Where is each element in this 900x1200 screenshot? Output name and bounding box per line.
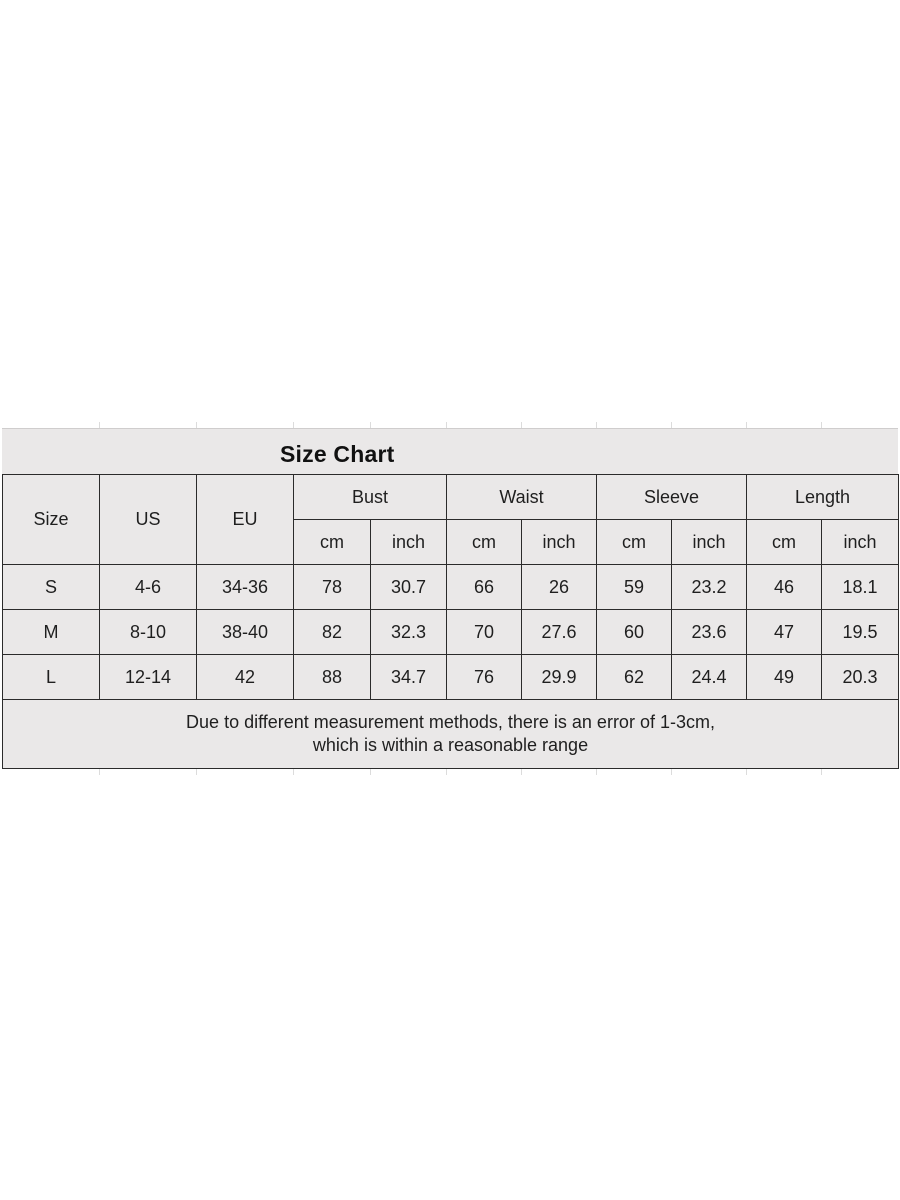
cell-bust-inch: 34.7 — [371, 655, 447, 700]
unit-length-cm: cm — [747, 520, 822, 565]
cell-sleeve-inch: 23.2 — [672, 565, 747, 610]
grid-tick — [821, 769, 822, 775]
note-line-1: Due to different measurement methods, there is an error of 1-3cm, — [186, 712, 715, 732]
size-chart-sheet — [2, 428, 898, 768]
cell-sleeve-inch: 24.4 — [672, 655, 747, 700]
page-title: Size Chart — [280, 441, 395, 467]
grid-tick — [293, 769, 294, 775]
header-bust: Bust — [294, 475, 447, 520]
title-row — [2, 428, 898, 474]
cell-waist-cm: 70 — [447, 610, 522, 655]
table-row — [3, 610, 899, 655]
unit-bust-inch: inch — [371, 520, 447, 565]
cell-eu: 38-40 — [197, 610, 294, 655]
cell-bust-cm: 82 — [294, 610, 371, 655]
unit-bust-cm: cm — [294, 520, 371, 565]
grid-tick — [596, 769, 597, 775]
grid-tick — [746, 769, 747, 775]
cell-sleeve-inch: 23.6 — [672, 610, 747, 655]
table-row — [3, 655, 899, 700]
grid-tick — [196, 769, 197, 775]
cell-length-inch: 18.1 — [822, 565, 899, 610]
grid-tick — [446, 769, 447, 775]
cell-length-cm: 47 — [747, 610, 822, 655]
header-eu: EU — [197, 475, 294, 565]
size-table — [2, 474, 899, 769]
cell-us: 4-6 — [100, 565, 197, 610]
cell-us: 12-14 — [100, 655, 197, 700]
header-waist: Waist — [447, 475, 597, 520]
cell-size: L — [3, 655, 100, 700]
note-line-2: which is within a reasonable range — [312, 735, 589, 755]
grid-tick — [99, 769, 100, 775]
unit-waist-cm: cm — [447, 520, 522, 565]
cell-waist-inch: 26 — [522, 565, 597, 610]
header-sleeve: Sleeve — [597, 475, 747, 520]
cell-sleeve-cm: 59 — [597, 565, 672, 610]
cell-size: M — [3, 610, 100, 655]
cell-waist-cm: 66 — [447, 565, 522, 610]
note-row — [3, 700, 899, 769]
header-row-groups — [3, 475, 899, 520]
grid-tick — [671, 769, 672, 775]
cell-sleeve-cm: 60 — [597, 610, 672, 655]
cell-bust-cm: 78 — [294, 565, 371, 610]
cell-eu: 34-36 — [197, 565, 294, 610]
cell-bust-cm: 88 — [294, 655, 371, 700]
unit-waist-inch: inch — [522, 520, 597, 565]
cell-eu: 42 — [197, 655, 294, 700]
cell-length-cm: 46 — [747, 565, 822, 610]
cell-length-cm: 49 — [747, 655, 822, 700]
cell-us: 8-10 — [100, 610, 197, 655]
grid-tick — [370, 769, 371, 775]
unit-length-inch: inch — [822, 520, 899, 565]
header-length: Length — [747, 475, 899, 520]
unit-sleeve-cm: cm — [597, 520, 672, 565]
grid-tick — [521, 769, 522, 775]
header-us: US — [100, 475, 197, 565]
cell-bust-inch: 32.3 — [371, 610, 447, 655]
cell-waist-cm: 76 — [447, 655, 522, 700]
cell-waist-inch: 29.9 — [522, 655, 597, 700]
header-size: Size — [3, 475, 100, 565]
cell-bust-inch: 30.7 — [371, 565, 447, 610]
cell-length-inch: 20.3 — [822, 655, 899, 700]
cell-length-inch: 19.5 — [822, 610, 899, 655]
unit-sleeve-inch: inch — [672, 520, 747, 565]
cell-sleeve-cm: 62 — [597, 655, 672, 700]
measurement-note — [3, 700, 899, 769]
table-row — [3, 565, 899, 610]
cell-waist-inch: 27.6 — [522, 610, 597, 655]
cell-size: S — [3, 565, 100, 610]
